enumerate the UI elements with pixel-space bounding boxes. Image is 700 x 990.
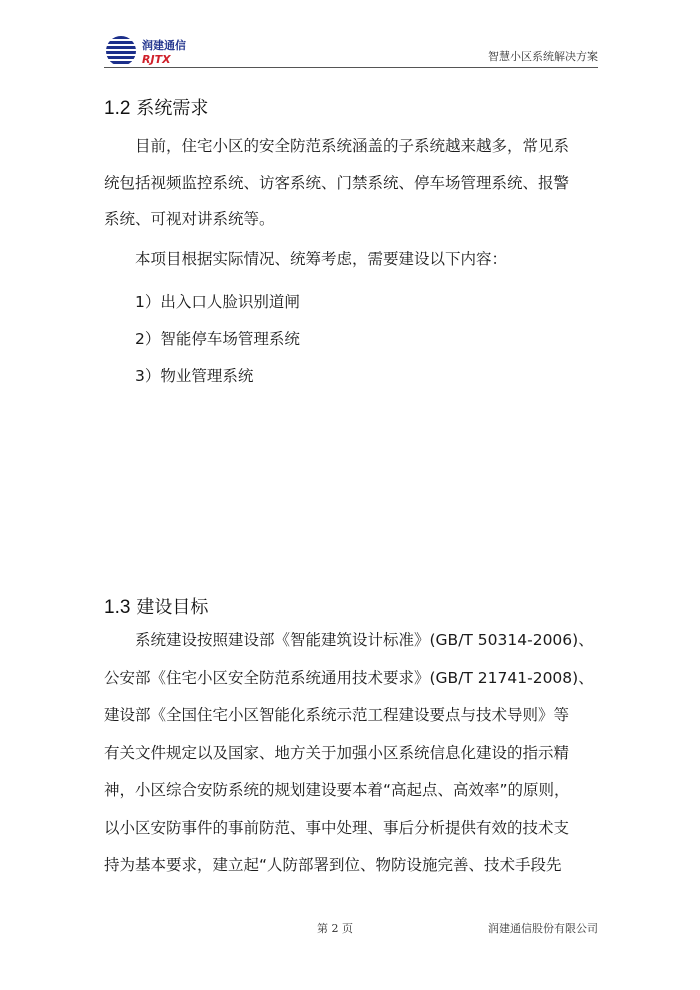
- list-item: 3）物业管理系统: [135, 367, 254, 385]
- paragraph-line: 以小区安防事件的事前防范、事中处理、事后分析提供有效的技术支: [104, 818, 570, 837]
- paragraph-line: 建设部《全国住宅小区智能化系统示范工程建设要点与技术导则》等: [104, 706, 570, 724]
- logo-subtext: RJTX: [142, 53, 171, 66]
- section-title: 系统需求: [136, 98, 209, 119]
- paragraph-requirements: [104, 128, 600, 238]
- paragraph-scope: [104, 241, 600, 278]
- paragraph-line: 有关文件规定以及国家、地方关于加强小区系统信息化建设的指示精: [104, 743, 570, 762]
- section-number: 1.2: [104, 98, 131, 119]
- footer-company: 润建通信股份有限公司: [488, 922, 598, 935]
- paragraph-line: 系统建设按照建设部《智能建筑设计标准》(GB/T 50314-2006)、: [135, 631, 594, 649]
- paragraph-line: 公安部《住宅小区安全防范系统通用技术要求》(GB/T 21741-2008)、: [104, 668, 594, 687]
- paragraph-line: 持为基本要求，建立起“人防部署到位、物防设施完善、技术手段先: [104, 856, 562, 874]
- section-number: 1.3: [104, 597, 131, 618]
- page-header: [104, 34, 598, 68]
- paragraph-line: 统包括视频监控系统、访客系统、门禁系统、停车场管理系统、报警: [104, 173, 570, 192]
- paragraph-line: 神，小区综合安防系统的规划建设要本着“高起点、高效率”的原则，: [104, 781, 570, 799]
- section-title: 建设目标: [136, 597, 209, 618]
- section-heading-1-2: [104, 94, 208, 120]
- paragraph-line: 目前，住宅小区的安全防范系统涵盖的子系统越来越多，常见系: [135, 137, 570, 155]
- list-item: 2）智能停车场管理系统: [135, 330, 300, 348]
- list-item: 1）出入口人脸识别道闸: [135, 293, 300, 311]
- logo-text: 润建通信: [142, 39, 186, 52]
- page-number: 第 2 页: [317, 922, 353, 935]
- company-logo: [104, 34, 224, 68]
- paragraph-line: 系统、可视对讲系统等。: [104, 210, 275, 228]
- paragraph-line: 本项目根据实际情况、统筹考虑，需要建设以下内容：: [135, 250, 508, 268]
- header-title: 智慧小区系统解决方案: [488, 50, 598, 63]
- section-heading-1-3: [104, 593, 208, 619]
- header-divider: [104, 67, 598, 68]
- paragraph-objectives: [104, 622, 600, 885]
